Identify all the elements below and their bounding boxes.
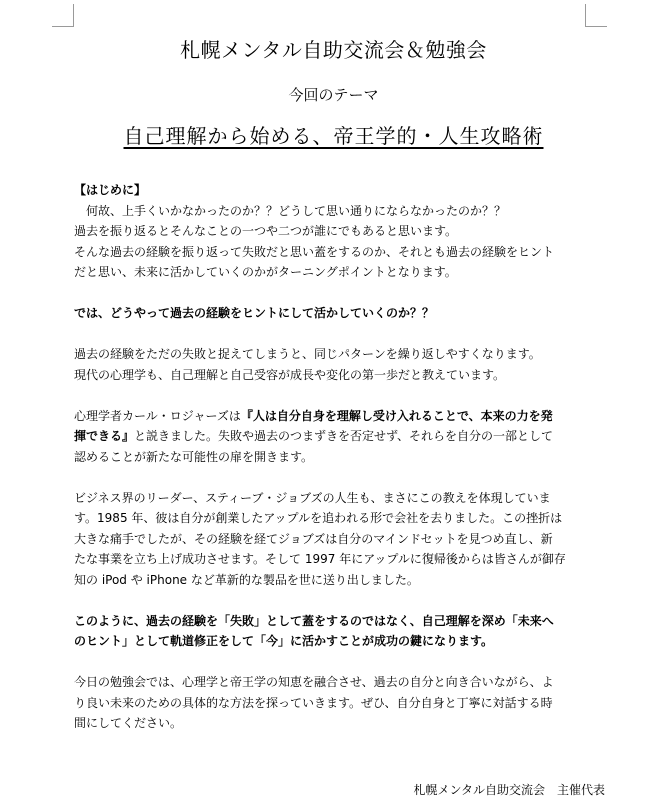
intro-line: 何故、上手くいかなかったのか？？どうして思い通りにならなかったのか？？ — [74, 203, 507, 218]
paragraph-line: り良い未来のための具体的な方法を探っていきます。ぜひ、自分自身と丁寧に対話する時 — [74, 695, 553, 710]
question-heading: では、どうやって過去の経験をヒントにして活かしていくのか？？ — [74, 306, 435, 320]
paragraph-line: 現代の心理学も、自己理解と自己受容が成長や変化の第一歩だと教えています。 — [74, 367, 506, 382]
paragraph-line: 認めることが新たな可能性の扉を開きます。 — [74, 449, 314, 464]
signature: 札幌メンタル自助交流会 主催代表 — [413, 783, 605, 797]
intro-line: だと思い、未来に活かしていくのかがターニングポイントとなります。 — [74, 265, 457, 279]
paragraph-line: 知の iPod や iPhone など革新的な製品を世に送り出しました。 — [74, 572, 419, 587]
theme-text: 自己理解から始める、帝王学的・人生攻略術 — [123, 124, 544, 148]
margin-mark-top-right — [585, 4, 586, 26]
rogers-intro: 心理学者カール・ロジャーズは — [74, 408, 241, 423]
intro-heading: 【はじめに】 — [74, 183, 147, 197]
theme-heading — [0, 120, 667, 149]
paragraph-line: 過去の経験をただの失敗と捉えてしまうと、同じパターンを繰り返しやすくなります。 — [74, 347, 541, 361]
intro-line: そんな過去の経験を振り返って失敗だと思い蓋をするのか、それとも過去の経験をヒント — [74, 244, 555, 259]
paragraph-line — [74, 426, 586, 447]
paragraph-line — [74, 406, 586, 427]
rogers-text: と説きました。失敗や過去のつまずきを否定せず、それらを自分の一部として — [134, 429, 554, 443]
theme-label: 今回のテーマ — [288, 86, 379, 104]
intro-line: 過去を振り返るとそんなことの一つや二つが誰にでもあると思います。 — [74, 224, 458, 238]
paragraph-line: 間にしてください。 — [74, 716, 183, 730]
key-point-line: このように、過去の経験を「失敗」として蓋をするのではなく、自己理解を深め「未来へ — [74, 613, 554, 628]
paragraph-line: 大きな痛手でしたが、その経験を経てジョブズは自分のマインドセットを見つめ直し、新 — [74, 531, 553, 546]
document-title: 札幌メンタル自助交流会＆勉強会 — [180, 38, 487, 62]
margin-mark-top-left — [73, 4, 74, 26]
paragraph-line: す。1985 年、彼は自分が創業したアップルを追われる形で会社を去りました。この挫折は — [74, 511, 563, 525]
margin-mark-top-right — [585, 26, 607, 27]
paragraph-line: たな事業を立ち上げ成功させます。そして 1997 年にアップルに復帰後からは皆さんが御存 — [74, 552, 566, 566]
margin-mark-top-left — [52, 26, 74, 27]
paragraph-line: ビジネス界のリーダー、スティーブ・ジョブズの人生も、まさにこの教えを体現していま — [74, 490, 551, 505]
rogers-quote: 『人は自分自身を理解し受け入れることで、本来の力を発 — [240, 408, 553, 423]
document-body — [74, 180, 586, 734]
key-point-line: のヒント」として軌道修正をして「今」に活かすことが成功の鍵になります。 — [74, 634, 494, 648]
rogers-quote: 揮できる』 — [74, 429, 135, 443]
paragraph-line: 今日の勉強会では、心理学と帝王学の知恵を融合させ、過去の自分と向き合いながら、よ — [74, 675, 554, 689]
